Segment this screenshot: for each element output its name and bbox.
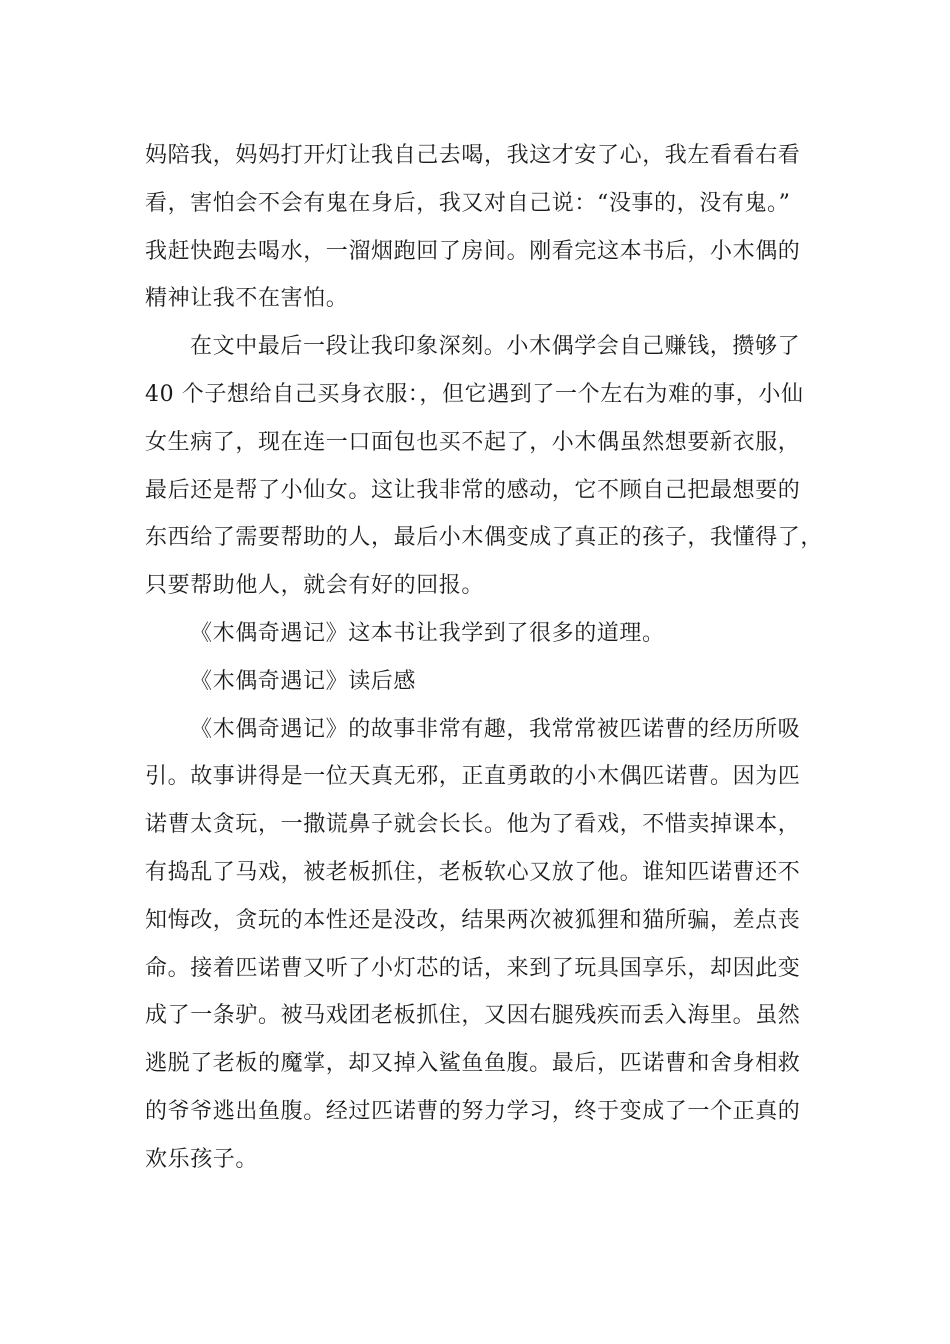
text-line: 命。接着匹诺曹又听了小灯芯的话，来到了玩具国享乐，却因此变 <box>145 955 801 981</box>
text-line: 看，害怕会不会有鬼在身后，我又对自己说：“没事的，没有鬼。” <box>145 190 791 216</box>
text-line: 精神让我不在害怕。 <box>145 286 349 312</box>
body-text <box>145 132 825 1184</box>
text-line: 引。故事讲得是一位天真无邪，正直勇敢的小木偶匹诺曹。因为匹 <box>145 764 801 790</box>
text-line: 我赶快跑去喝水，一溜烟跑回了房间。刚看完这本书后，小木偶的 <box>145 238 801 264</box>
text-line: 成了一条驴。被马戏团老板抓住，又因右腿残疾而丢入海里。虽然 <box>145 1003 801 1029</box>
paragraph-start-line: 在文中最后一段让我印象深刻。小木偶学会自己赚钱，攒够了 <box>190 334 801 360</box>
text-line: 东西给了需要帮助的人，最后小木偶变成了真正的孩子，我懂得了， <box>145 525 824 551</box>
text-line: 40 个子想给自己买身衣服：，但它遇到了一个左右为难的事，小仙 <box>145 381 804 407</box>
text-line: 逃脱了老板的魔掌，却又掉入鲨鱼鱼腹。最后，匹诺曹和舍身相救 <box>145 1051 801 1077</box>
text-line: 知悔改，贪玩的本性还是没改，结果两次被狐狸和猫所骗，差点丧 <box>145 907 801 933</box>
paragraph-start-line: 《木偶奇遇记》的故事非常有趣，我常常被匹诺曹的经历所吸 <box>190 716 801 742</box>
text-line: 妈陪我，妈妈打开灯让我自己去喝，我这才安了心，我左看看右看 <box>145 143 801 168</box>
text-line: 最后还是帮了小仙女。这让我非常的感动，它不顾自己把最想要的 <box>145 477 801 503</box>
text-line: 诺曹太贪玩，一撒谎鼻子就会长长。他为了看戏，不惜卖掉课本， <box>145 812 801 838</box>
text-line: 的爷爷逃出鱼腹。经过匹诺曹的努力学习，终于变成了一个正真的 <box>145 1098 801 1124</box>
section-title: 《木偶奇遇记》读后感 <box>190 668 417 694</box>
text-line: 女生病了，现在连一口面包也买不起了，小木偶虽然想要新衣服， <box>145 429 801 455</box>
text-line: 只要帮助他人，就会有好的回报。 <box>145 573 485 599</box>
text-line: 欢乐孩子。 <box>145 1146 259 1172</box>
paragraph-start-line: 《木偶奇遇记》这本书让我学到了很多的道理。 <box>190 620 665 646</box>
text-line: 有捣乱了马戏，被老板抓住，老板软心又放了他。谁知匹诺曹还不 <box>145 859 801 885</box>
